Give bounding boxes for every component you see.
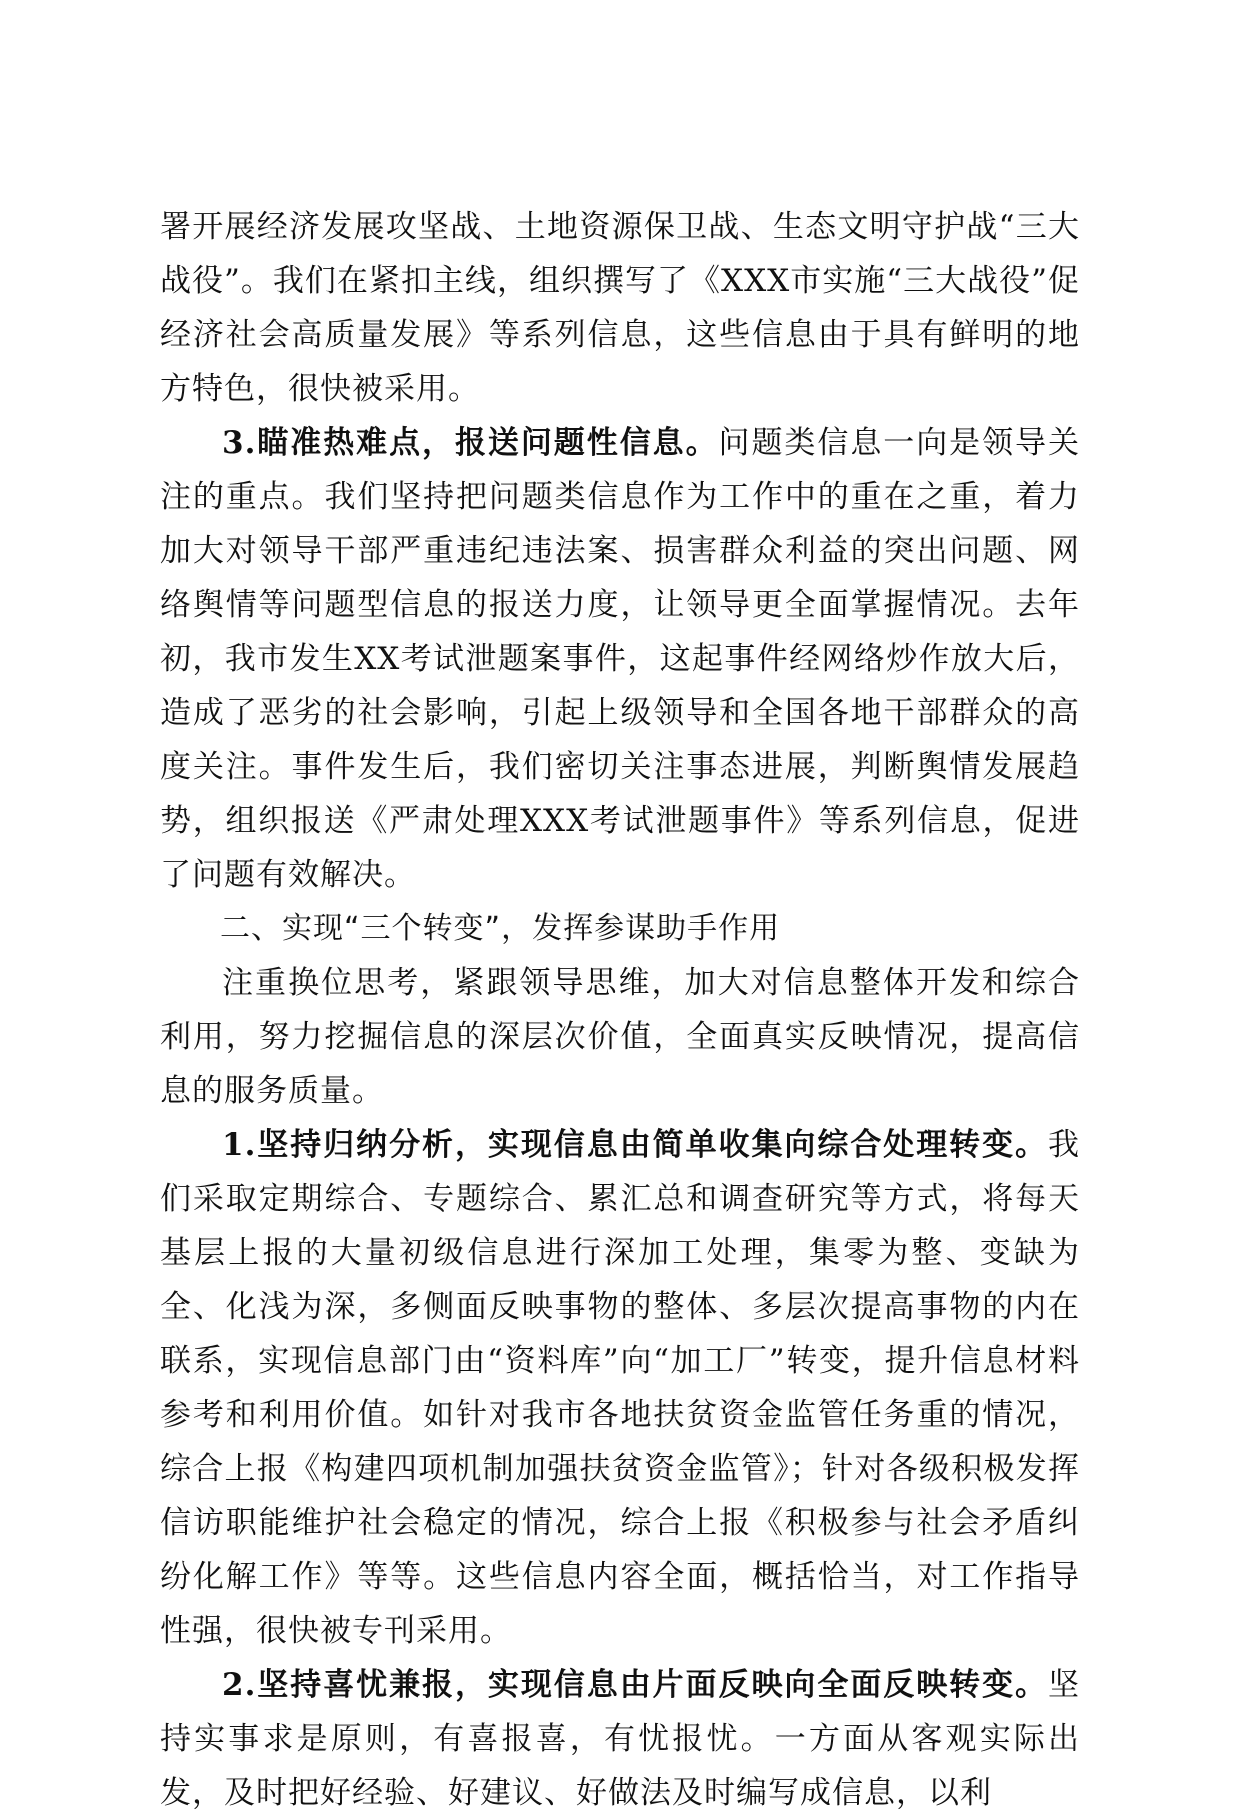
section-heading: 二、实现“三个转变”，发挥参谋助手作用 (220, 911, 781, 946)
paragraph-text: 署开展经济发展攻坚战、土地资源保卫战、生态文明守护战“三大战役”。我们在紧扣主线，组织撰写了《XXX市实施“三大战役”促经济社会高质量发展》等系列信息，这些信息由于具有鲜明的地方特色，很快被采用。 (160, 209, 1080, 407)
paragraph-lead: 1.坚持归纳分析，实现信息由简单收集向综合处理转变。 (222, 1127, 1048, 1163)
paragraph-balanced-reporting (160, 1658, 1080, 1820)
paragraph-lead: 3.瞄准热难点，报送问题性信息。 (222, 425, 719, 461)
paragraph-continuation (160, 200, 1080, 416)
paragraph-text: 坚持实事求是原则，有喜报喜，有忧报忧。一方面从客观实际出发，及时把好经验、好建议、好做法及时编写成信息，以利 (160, 1667, 1080, 1811)
paragraph-analysis (160, 1118, 1080, 1658)
paragraph-hot-issues (160, 416, 1080, 902)
paragraph-text: 问题类信息一向是领导关注的重点。我们坚持把问题类信息作为工作中的重在之重，着力加大对领导干部严重违纪违法案、损害群众利益的突出问题、网络舆情等问题型信息的报送力度，让领导更全面掌握情况。去年初，我市发生XX考试泄题案事件，这起事件经网络炒作放大后，造成了恶劣的社会影响，引起上级领导和全国各地干部群众的高度关注。事件发生后，我们密切关注事态进展，判断舆情发展趋势，组织报送《严肃处理XXX考试泄题事件》等系列信息，促进了问题有效解决。 (160, 425, 1080, 893)
paragraph-intro (160, 956, 1080, 1118)
paragraph-text: 注重换位思考，紧跟领导思维，加大对信息整体开发和综合利用，努力挖掘信息的深层次价值，全面真实反映情况，提高信息的服务质量。 (160, 965, 1080, 1109)
document-body (160, 200, 1080, 1820)
paragraph-text: 我们采取定期综合、专题综合、累汇总和调查研究等方式，将每天基层上报的大量初级信息进行深加工处理，集零为整、变缺为全、化浅为深，多侧面反映事物的整体、多层次提高事物的内在联系，实现信息部门由“资料库”向“加工厂”转变，提升信息材料参考和利用价值。如针对我市各地扶贫资金监管任务重的情况，综合上报《构建四项机制加强扶贫资金监管》；针对各级积极发挥信访职能维护社会稳定的情况，综合上报《积极参与社会矛盾纠纷化解工作》等等。这些信息内容全面，概括恰当，对工作指导性强，很快被专刊采用。 (160, 1127, 1080, 1649)
paragraph-lead: 2.坚持喜忧兼报，实现信息由片面反映向全面反映转变。 (222, 1667, 1048, 1703)
